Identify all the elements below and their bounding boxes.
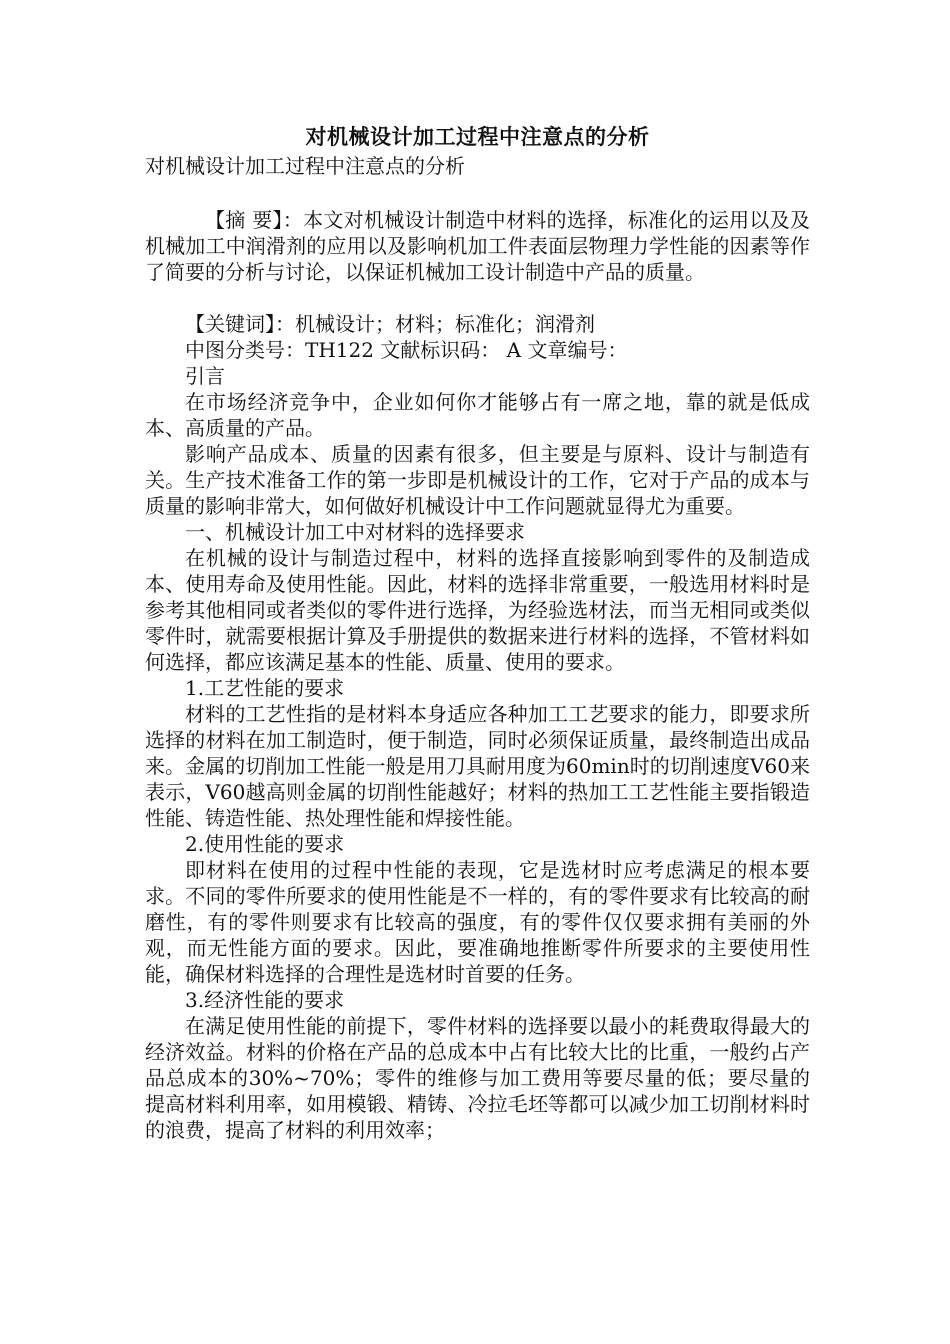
keywords-line: 【关键词】：机械设计；材料；标准化；润滑剂 — [185, 312, 595, 336]
subsection-heading: 3.经济性能的要求 — [185, 988, 345, 1012]
document-title: 对机械设计加工过程中注意点的分析 — [305, 124, 650, 149]
body-paragraph: 材料的工艺性指的是材料本身适应各种加工工艺要求的能力，即要求所选择的材料在加工制造时，便于制造，同时必须保证质量，最终制造出成品来。金属的切削加工性能一般是用刀具耐用度为60min时的切削速度V60来表示，V60越高则金属的切削性能越好；材料的热加工工艺性能主要指锻造性能、铸造性能、热处理性能和焊接性能。 — [145, 702, 810, 830]
body-paragraph: 在机械的设计与制造过程中，材料的选择直接影响到零件的及制造成本、使用寿命及使用性能。因此，材料的选择非常重要，一般选用材料时是参考其他相同或者类似的零件进行选择，为经验选材法，而当无相同或类似零件时，就需要根据计算及手册提供的数据来进行材料的选择，不管材料如何选择，都应该满足基本的性能、质量、使用的要求。 — [145, 546, 810, 674]
body-paragraph: 在市场经济竞争中，企业如何你才能够占有一席之地，靠的就是低成本、高质量的产品。 — [145, 390, 810, 440]
body-paragraph: 在满足使用性能的前提下，零件材料的选择要以最小的耗费取得最大的经济效益。材料的价格在产品的总成本中占有比较大比的比重，一般约占产品总成本的30%~70%；零件的维修与加工费用等要尽量的低；要尽量的提高材料利用率，如用模锻、精铸、冷拉毛坯等都可以减少加工切削材料时的浪费，提高了材料的利用效率； — [145, 1014, 810, 1142]
subsection-heading: 2.使用性能的要求 — [185, 832, 345, 856]
body-paragraph: 影响产品成本、质量的因素有很多，但主要是与原料、设计与制造有关。生产技术准备工作的第一步即是机械设计的工作，它对于产品的成本与质量的影响非常大，如何做好机械设计中工作问题就显得尤为重要。 — [145, 442, 810, 518]
section-heading: 一、机械设计加工中对材料的选择要求 — [185, 520, 525, 544]
body-paragraph: 即材料在使用的过程中性能的表现，它是选材时应考虑满足的根本要求。不同的零件所要求的使用性能是不一样的，有的零件要求有比较高的耐磨性，有的零件则要求有比较高的强度，有的零件仅仅要求拥有美丽的外观，而无性能方面的要求。因此，要准确地推断零件所要求的主要使用性能，确保材料选择的合理性是选材时首要的任务。 — [145, 858, 810, 986]
intro-heading: 引言 — [185, 364, 225, 388]
document-subtitle: 对机械设计加工过程中注意点的分析 — [145, 154, 465, 178]
subsection-heading: 1.工艺性能的要求 — [185, 676, 345, 700]
abstract-paragraph: 【摘 要】：本文对机械设计制造中材料的选择，标准化的运用以及及机械加工中润滑剂的应用以及影响机加工件表面层物理力学性能的因素等作了简要的分析与讨论，以保证机械加工设计制造中产品的质量。 — [145, 208, 810, 284]
classification-line: 中图分类号：TH122 文献标识码： A 文章编号： — [185, 338, 628, 362]
